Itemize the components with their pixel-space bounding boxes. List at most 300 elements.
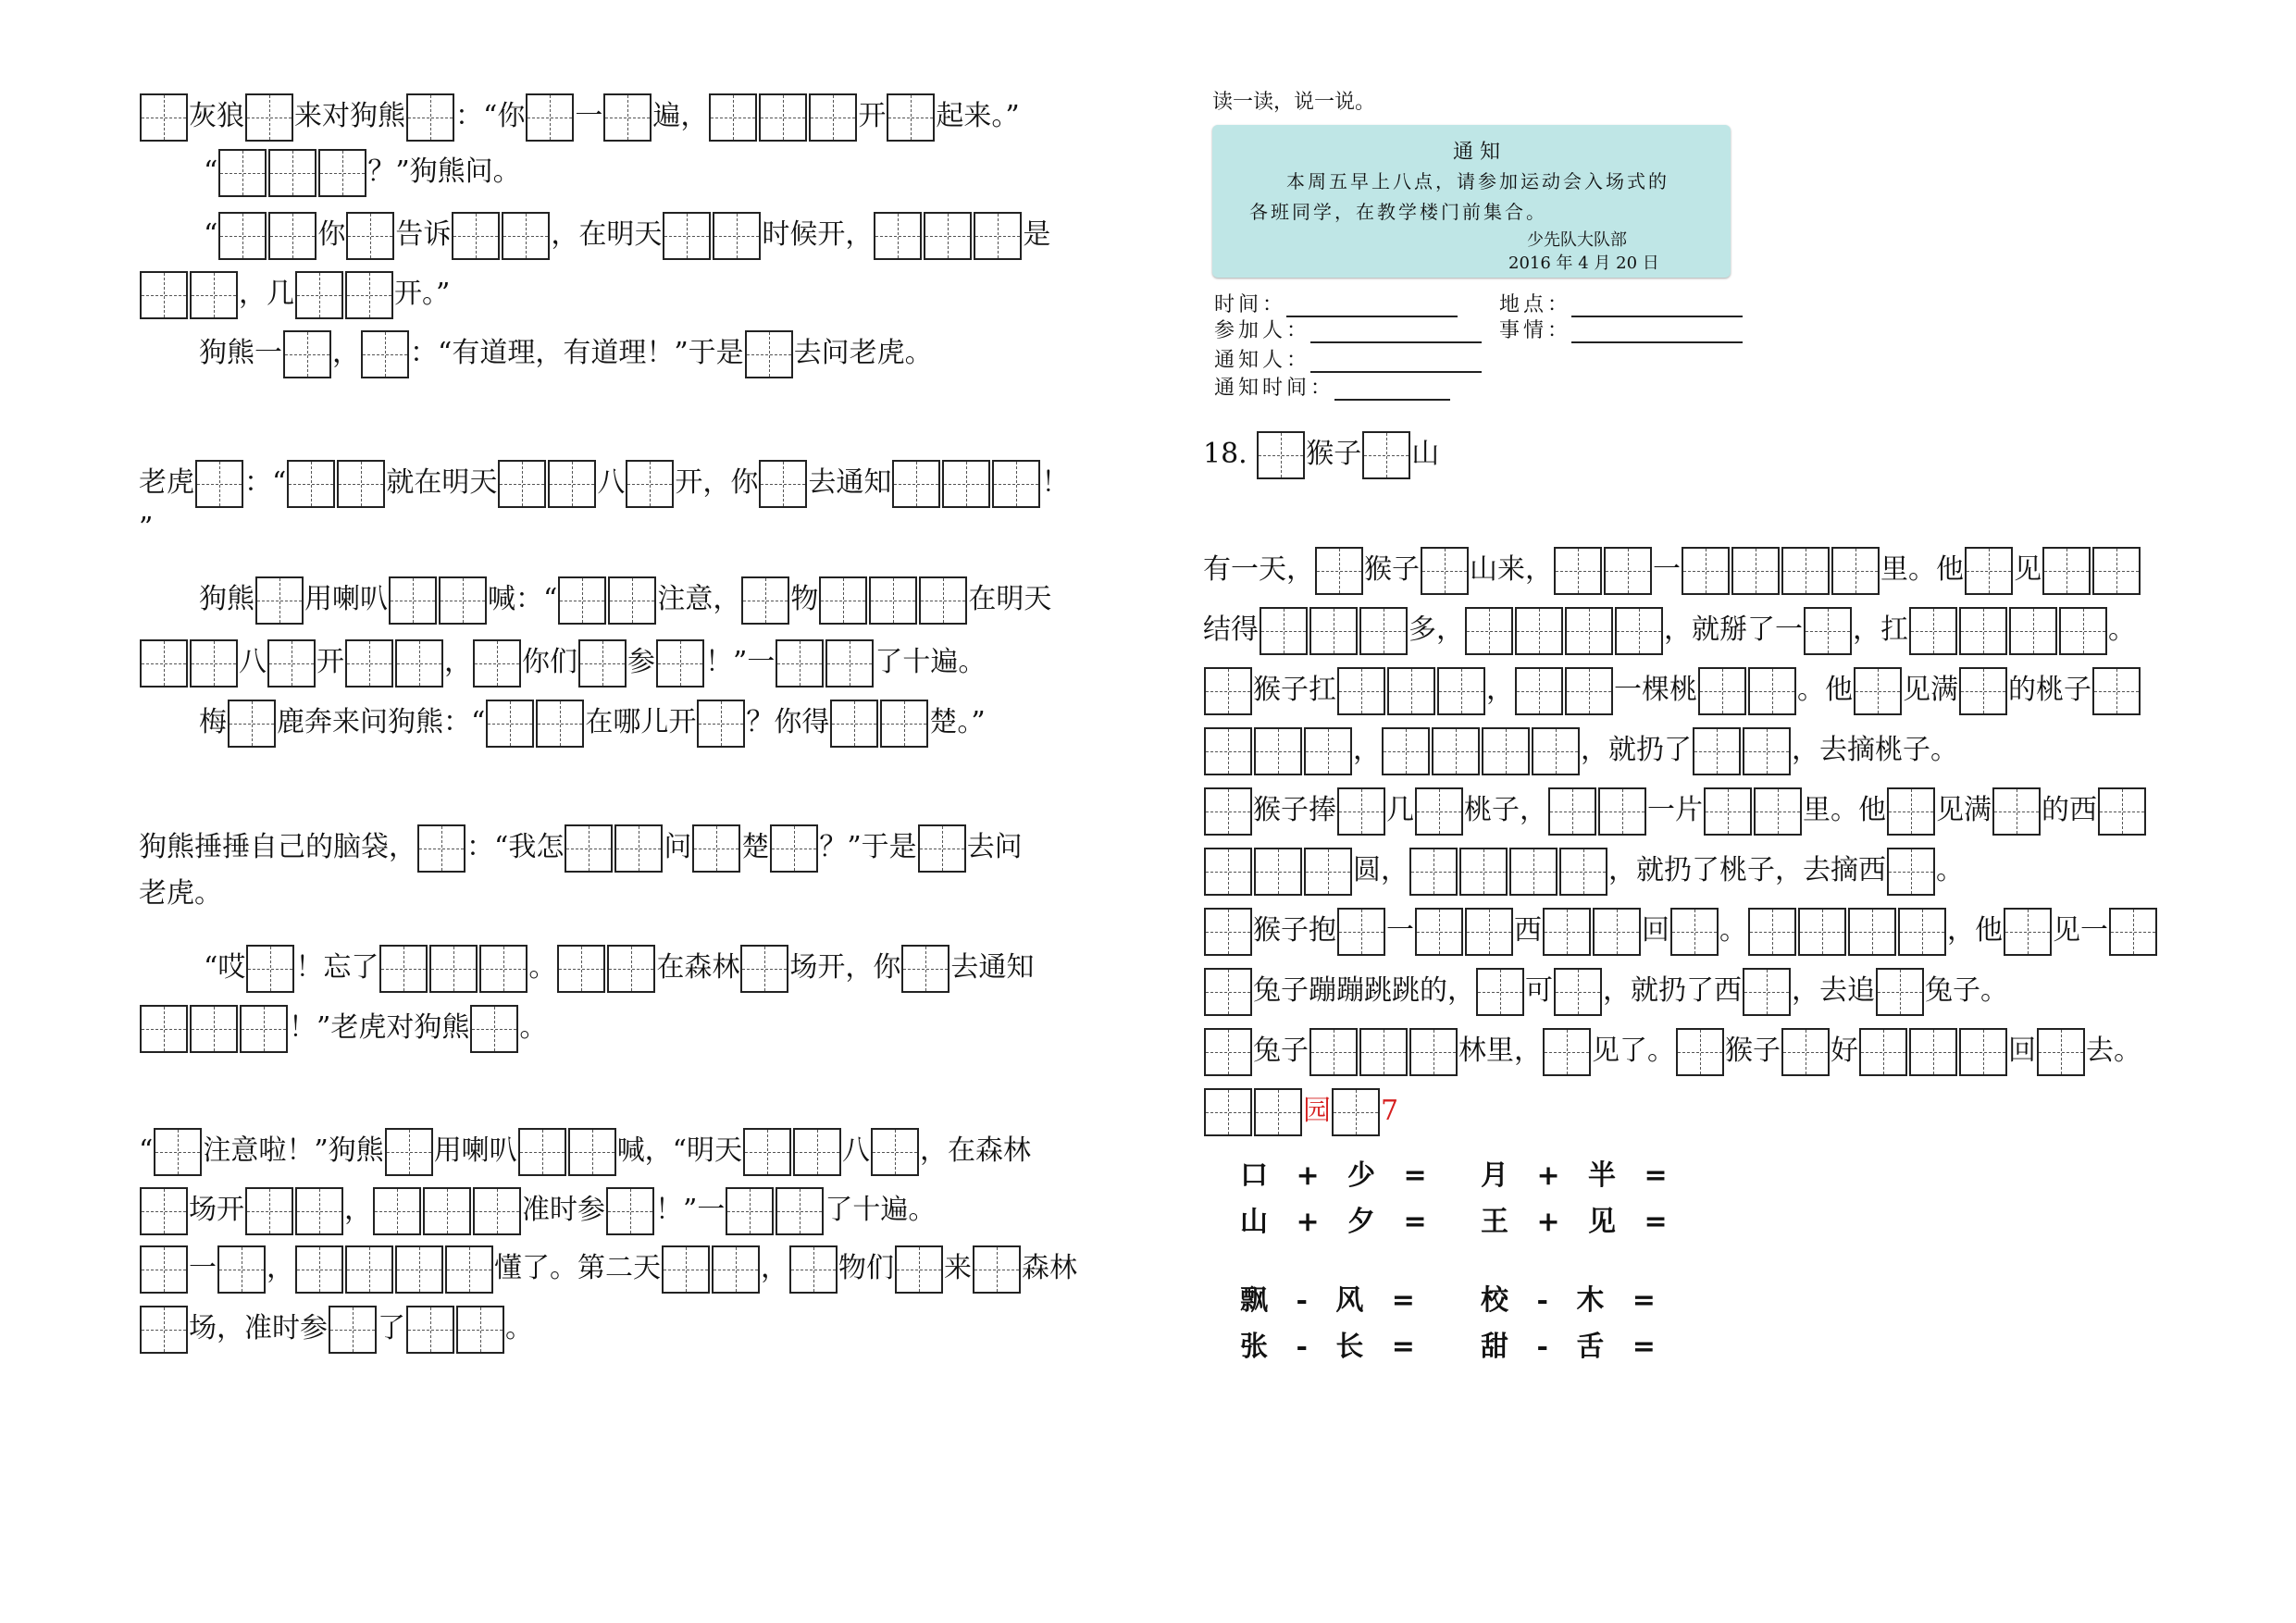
writing-box[interactable]	[345, 271, 393, 319]
writing-box[interactable]	[195, 460, 243, 508]
writing-box[interactable]	[295, 271, 343, 319]
text: ！”老虎对狗熊	[289, 1011, 470, 1044]
writing-box[interactable]	[1304, 727, 1352, 775]
writing-box[interactable]	[974, 212, 1022, 260]
text: “	[139, 1134, 154, 1167]
writing-box[interactable]	[901, 945, 949, 993]
story-line	[204, 944, 1034, 993]
writing-box[interactable]	[626, 460, 674, 508]
writing-box[interactable]	[1748, 908, 1796, 956]
writing-box[interactable]	[1743, 968, 1791, 1016]
writing-box[interactable]	[1515, 607, 1563, 655]
writing-box[interactable]	[2004, 908, 2052, 956]
writing-box[interactable]	[385, 1128, 433, 1176]
field-label: 地点：	[1499, 293, 1572, 316]
writing-box[interactable]	[830, 700, 878, 748]
writing-box[interactable]	[1959, 667, 2007, 715]
writing-box[interactable]	[1415, 787, 1463, 836]
text: ，几	[239, 278, 294, 310]
writing-box[interactable]	[389, 576, 437, 625]
writing-box[interactable]	[217, 1245, 266, 1294]
writing-box[interactable]	[1409, 848, 1458, 896]
writing-box[interactable]	[486, 700, 534, 748]
text: 西	[1514, 914, 1542, 947]
text: 的西	[2042, 794, 2097, 826]
writing-box[interactable]	[1548, 787, 1596, 836]
writing-box[interactable]	[793, 1128, 841, 1176]
writing-box[interactable]	[536, 700, 584, 748]
text: 山	[1411, 438, 1440, 470]
writing-box[interactable]	[2098, 787, 2146, 836]
text: 问	[664, 831, 692, 863]
writing-box[interactable]	[825, 639, 874, 688]
writing-box[interactable]	[1476, 968, 1524, 1016]
writing-box[interactable]	[473, 1187, 521, 1235]
writing-box[interactable]	[874, 212, 922, 260]
story-line	[139, 270, 450, 319]
writing-box[interactable]	[218, 149, 267, 197]
writing-box[interactable]	[240, 1005, 288, 1053]
writing-box[interactable]	[190, 639, 238, 688]
writing-box[interactable]	[1204, 667, 1252, 715]
writing-box[interactable]	[470, 1005, 518, 1053]
writing-box[interactable]	[1204, 968, 1252, 1016]
equation: 飘 - 风 =	[1240, 1284, 1424, 1317]
text: 一	[575, 100, 603, 132]
writing-box[interactable]	[245, 93, 293, 142]
writing-box[interactable]	[1204, 908, 1252, 956]
writing-box[interactable]	[942, 460, 990, 508]
writing-box[interactable]	[295, 1187, 343, 1235]
answer-line[interactable]	[1310, 321, 1482, 343]
text: 狗熊捶捶自己的脑袋，	[139, 831, 416, 863]
writing-box[interactable]	[423, 1187, 471, 1235]
writing-box[interactable]	[346, 212, 394, 260]
story-line	[139, 93, 1020, 142]
writing-box[interactable]	[445, 1245, 493, 1294]
writing-box[interactable]	[1615, 607, 1663, 655]
writing-box[interactable]	[607, 945, 655, 993]
writing-box[interactable]	[1598, 787, 1646, 836]
writing-box[interactable]	[345, 639, 393, 688]
text: 时候开，	[762, 218, 874, 251]
writing-box[interactable]	[140, 271, 188, 319]
writing-box[interactable]	[287, 460, 335, 508]
text: 鹿奔来问狗熊：“	[277, 706, 486, 738]
text: ，	[761, 1252, 788, 1284]
text: 好	[1831, 1035, 1858, 1067]
field-label: 参加人：	[1214, 319, 1311, 342]
story-line	[139, 1305, 533, 1354]
text: 物	[790, 583, 819, 615]
writing-box[interactable]	[1204, 848, 1252, 896]
writing-box[interactable]	[1382, 727, 1430, 775]
writing-box[interactable]	[692, 824, 740, 873]
writing-box[interactable]	[759, 460, 807, 508]
text: ，扛	[1853, 613, 1908, 646]
writing-box[interactable]	[809, 93, 857, 142]
writing-box[interactable]	[924, 212, 972, 260]
writing-box[interactable]	[1831, 547, 1880, 595]
story-line	[139, 1186, 936, 1235]
writing-box[interactable]	[2009, 607, 2057, 655]
writing-box[interactable]	[1909, 607, 1957, 655]
writing-box[interactable]	[473, 639, 521, 688]
text: 回	[2008, 1035, 2036, 1067]
story-line	[1203, 847, 1964, 896]
writing-box[interactable]	[1593, 908, 1641, 956]
writing-box[interactable]	[1337, 667, 1385, 715]
notice-sign: 少先队大队部	[1527, 230, 1627, 250]
writing-box[interactable]	[1415, 908, 1463, 956]
writing-box[interactable]	[417, 824, 465, 873]
writing-box[interactable]	[1676, 1028, 1724, 1076]
writing-box[interactable]	[919, 576, 967, 625]
writing-box[interactable]	[361, 330, 409, 378]
writing-box[interactable]	[1992, 787, 2041, 836]
writing-box[interactable]	[992, 460, 1040, 508]
writing-box[interactable]	[1804, 607, 1852, 655]
field-label: 通知时间：	[1214, 377, 1335, 400]
text: 八	[239, 646, 267, 678]
writing-box[interactable]	[578, 639, 627, 688]
writing-box[interactable]	[456, 1306, 504, 1354]
writing-box[interactable]	[1465, 607, 1513, 655]
writing-box[interactable]	[1204, 727, 1252, 775]
writing-box[interactable]	[770, 824, 818, 873]
writing-box[interactable]	[498, 460, 546, 508]
text: 见	[2014, 553, 2042, 586]
text: 森林	[1022, 1252, 1077, 1284]
story-line	[139, 504, 153, 552]
writing-box[interactable]	[283, 330, 331, 378]
writing-box[interactable]	[1315, 547, 1363, 595]
writing-box[interactable]	[1798, 908, 1846, 956]
writing-box[interactable]	[1565, 667, 1613, 715]
story-line	[199, 329, 933, 378]
writing-box[interactable]	[1965, 547, 2013, 595]
writing-box[interactable]	[603, 93, 652, 142]
field-label: 时间：	[1214, 293, 1287, 316]
writing-box[interactable]	[1432, 727, 1480, 775]
writing-box[interactable]	[1257, 431, 1305, 479]
text: 准时参	[522, 1194, 605, 1226]
writing-box[interactable]	[548, 460, 596, 508]
writing-box[interactable]	[268, 212, 316, 260]
writing-box[interactable]	[154, 1128, 202, 1176]
writing-box[interactable]	[1254, 727, 1302, 775]
writing-box[interactable]	[140, 1187, 188, 1235]
writing-box[interactable]	[1509, 848, 1558, 896]
story-line	[1203, 726, 1958, 775]
instruction: 读一读，说一说。	[1212, 91, 1376, 114]
writing-box[interactable]	[1704, 787, 1752, 836]
writing-box[interactable]	[1359, 607, 1408, 655]
notice-line: 各班同学，在教学楼门前集合。	[1249, 201, 1547, 223]
text: 老虎。	[139, 877, 222, 910]
story-line	[204, 148, 521, 197]
text: 18.	[1203, 438, 1247, 470]
writing-box[interactable]	[1304, 848, 1352, 896]
writing-box[interactable]	[1362, 431, 1410, 479]
writing-box[interactable]	[1421, 547, 1469, 595]
text: 7	[1381, 1095, 1399, 1127]
writing-box[interactable]	[1959, 607, 2007, 655]
story-line	[199, 699, 986, 748]
writing-box[interactable]	[295, 1245, 343, 1294]
equation: 甜 - 舌 =	[1481, 1331, 1665, 1363]
writing-box[interactable]	[245, 1187, 293, 1235]
writing-box[interactable]	[745, 330, 793, 378]
writing-box[interactable]	[246, 945, 294, 993]
writing-box[interactable]	[614, 824, 663, 873]
writing-box[interactable]	[557, 945, 605, 993]
text: 喊：“	[488, 583, 558, 615]
text: ”	[139, 512, 154, 544]
text: 猴子捧	[1253, 794, 1336, 826]
writing-box[interactable]	[218, 212, 267, 260]
writing-box[interactable]	[776, 1187, 824, 1235]
writing-box[interactable]	[713, 212, 761, 260]
equation: 口 + 少 =	[1240, 1159, 1436, 1192]
writing-box[interactable]	[267, 639, 316, 688]
text: 山来，	[1470, 553, 1553, 586]
text: 去通知	[808, 466, 892, 499]
text: “哎	[204, 951, 246, 984]
text: ：“我怎	[466, 831, 565, 863]
text: ，去追	[1792, 974, 1875, 1007]
text: 桃子，	[1464, 794, 1547, 826]
story-line	[139, 638, 986, 688]
text: 开	[316, 646, 344, 678]
writing-box[interactable]	[268, 149, 316, 197]
writing-box[interactable]	[406, 1306, 454, 1354]
writing-box[interactable]	[1359, 1028, 1408, 1076]
writing-box[interactable]	[318, 149, 366, 197]
writing-box[interactable]	[1532, 727, 1580, 775]
writing-box[interactable]	[2059, 607, 2107, 655]
writing-box[interactable]	[140, 1245, 188, 1294]
writing-box[interactable]	[429, 945, 478, 993]
text: 里。他	[1880, 553, 1964, 586]
writing-box[interactable]	[373, 1187, 421, 1235]
writing-box[interactable]	[662, 1245, 710, 1294]
writing-box[interactable]	[1670, 908, 1719, 956]
text: 见一	[2053, 914, 2108, 947]
writing-box[interactable]	[1309, 607, 1358, 655]
text: 一棵桃	[1614, 674, 1697, 706]
writing-box[interactable]	[565, 824, 613, 873]
writing-box[interactable]	[608, 576, 656, 625]
writing-box[interactable]	[697, 700, 745, 748]
writing-box[interactable]	[518, 1128, 566, 1176]
text: 遍，	[652, 100, 709, 132]
answer-line[interactable]	[1334, 378, 1450, 401]
writing-box[interactable]	[663, 212, 711, 260]
writing-box[interactable]	[1682, 547, 1730, 595]
writing-box[interactable]	[1554, 547, 1602, 595]
writing-box[interactable]	[819, 576, 867, 625]
writing-box[interactable]	[2042, 547, 2091, 595]
field-notify-time	[1214, 372, 1450, 401]
writing-box[interactable]	[776, 639, 824, 688]
equation: 王 + 见 =	[1481, 1206, 1677, 1238]
writing-box[interactable]	[1898, 908, 1946, 956]
writing-box[interactable]	[1876, 968, 1924, 1016]
writing-box[interactable]	[759, 93, 807, 142]
writing-box[interactable]	[2092, 667, 2141, 715]
writing-box[interactable]	[228, 700, 276, 748]
writing-box[interactable]	[140, 639, 188, 688]
writing-box[interactable]	[329, 1306, 377, 1354]
writing-box[interactable]	[1848, 908, 1896, 956]
writing-box[interactable]	[1565, 607, 1613, 655]
writing-box[interactable]	[140, 93, 188, 142]
field-notifier	[1214, 344, 1482, 373]
writing-box[interactable]	[973, 1245, 1021, 1294]
writing-box[interactable]	[1781, 547, 1830, 595]
writing-box[interactable]	[789, 1245, 838, 1294]
writing-box[interactable]	[452, 212, 500, 260]
writing-box[interactable]	[526, 93, 574, 142]
text: ，他	[1947, 914, 2003, 947]
writing-box[interactable]	[1887, 787, 1935, 836]
text: 开。”	[394, 278, 451, 310]
writing-box[interactable]	[1204, 787, 1252, 836]
writing-box[interactable]	[880, 700, 928, 748]
answer-line[interactable]	[1571, 321, 1743, 343]
writing-box[interactable]	[140, 1005, 188, 1053]
story-line	[139, 1004, 547, 1053]
writing-box[interactable]	[1909, 1028, 1957, 1076]
writing-box[interactable]	[743, 1128, 791, 1176]
text: ：“你	[455, 100, 526, 132]
writing-box[interactable]	[1754, 787, 1802, 836]
writing-box[interactable]	[190, 271, 238, 319]
writing-box[interactable]	[568, 1128, 616, 1176]
writing-box[interactable]	[892, 460, 940, 508]
writing-box[interactable]	[1859, 1028, 1907, 1076]
writing-box[interactable]	[558, 576, 606, 625]
writing-box[interactable]	[1543, 1028, 1591, 1076]
writing-box[interactable]	[1604, 547, 1652, 595]
writing-box[interactable]	[1543, 908, 1591, 956]
writing-box[interactable]	[1781, 1028, 1830, 1076]
writing-box[interactable]	[379, 945, 428, 993]
text: 开，你	[675, 466, 759, 499]
text: 就在明天	[386, 466, 498, 499]
text: 注意啦！”狗熊	[203, 1134, 384, 1167]
writing-box[interactable]	[406, 93, 454, 142]
field-participants	[1214, 315, 1482, 343]
writing-box[interactable]	[479, 945, 527, 993]
writing-box[interactable]	[1959, 1028, 2007, 1076]
writing-box[interactable]	[2037, 1028, 2085, 1076]
writing-box[interactable]	[709, 93, 757, 142]
text: “	[204, 155, 218, 188]
writing-box[interactable]	[395, 1245, 443, 1294]
writing-box[interactable]	[502, 212, 550, 260]
writing-box[interactable]	[1409, 1028, 1458, 1076]
writing-box[interactable]	[1387, 667, 1435, 715]
writing-box[interactable]	[712, 1245, 760, 1294]
text: 用喇叭	[304, 583, 388, 615]
writing-box[interactable]	[1748, 667, 1796, 715]
story-line	[139, 824, 1023, 873]
story-line	[139, 870, 222, 918]
writing-box[interactable]	[869, 576, 917, 625]
writing-box[interactable]	[1332, 1088, 1380, 1136]
writing-box[interactable]	[1698, 667, 1746, 715]
writing-box[interactable]	[606, 1187, 654, 1235]
writing-box[interactable]	[895, 1245, 943, 1294]
writing-box[interactable]	[1554, 968, 1602, 1016]
text: 起来。”	[936, 100, 1020, 132]
text: 老虎	[139, 466, 194, 499]
text: 里。他	[1803, 794, 1886, 826]
writing-box[interactable]	[740, 945, 788, 993]
writing-box[interactable]	[140, 1306, 188, 1354]
writing-box[interactable]	[1337, 787, 1385, 836]
text: ，	[1353, 734, 1381, 766]
writing-box[interactable]	[1731, 547, 1780, 595]
writing-box[interactable]	[395, 639, 443, 688]
story-line	[1203, 907, 2158, 956]
writing-box[interactable]	[190, 1005, 238, 1053]
text: 猴子扛	[1253, 674, 1336, 706]
writing-box[interactable]	[2092, 547, 2141, 595]
writing-box[interactable]	[1437, 667, 1485, 715]
writing-box[interactable]	[1309, 1028, 1358, 1076]
writing-box[interactable]	[345, 1245, 393, 1294]
writing-box[interactable]	[1693, 727, 1741, 775]
writing-box[interactable]	[1743, 727, 1791, 775]
writing-box[interactable]	[726, 1187, 774, 1235]
text: ，就扔了西	[1603, 974, 1742, 1007]
writing-box[interactable]	[1337, 908, 1385, 956]
writing-box[interactable]	[1482, 727, 1530, 775]
writing-box[interactable]	[1887, 848, 1935, 896]
writing-box[interactable]	[1204, 1028, 1252, 1076]
writing-box[interactable]	[1465, 908, 1513, 956]
writing-box[interactable]	[439, 576, 487, 625]
writing-box[interactable]	[1515, 667, 1563, 715]
writing-box[interactable]	[255, 576, 304, 625]
writing-box[interactable]	[656, 639, 704, 688]
writing-box[interactable]	[2109, 908, 2157, 956]
writing-box[interactable]	[1204, 1088, 1252, 1136]
field-place	[1499, 289, 1743, 317]
equation: 月 + 半 =	[1481, 1159, 1677, 1192]
writing-box[interactable]	[337, 460, 385, 508]
text: ，	[267, 1252, 294, 1284]
writing-box[interactable]	[741, 576, 789, 625]
writing-box[interactable]	[1559, 848, 1607, 896]
writing-box[interactable]	[1260, 607, 1308, 655]
writing-box[interactable]	[1254, 1088, 1302, 1136]
text: 告诉	[395, 218, 452, 251]
writing-box[interactable]	[887, 93, 935, 142]
writing-box[interactable]	[1459, 848, 1508, 896]
writing-box[interactable]	[871, 1128, 919, 1176]
writing-box[interactable]	[1854, 667, 1902, 715]
writing-box[interactable]	[1254, 848, 1302, 896]
text: 见满	[1936, 794, 1992, 826]
text: 猴子	[1364, 553, 1420, 586]
answer-line[interactable]	[1310, 351, 1482, 373]
writing-box[interactable]	[918, 824, 966, 873]
text: 场开	[189, 1194, 244, 1226]
